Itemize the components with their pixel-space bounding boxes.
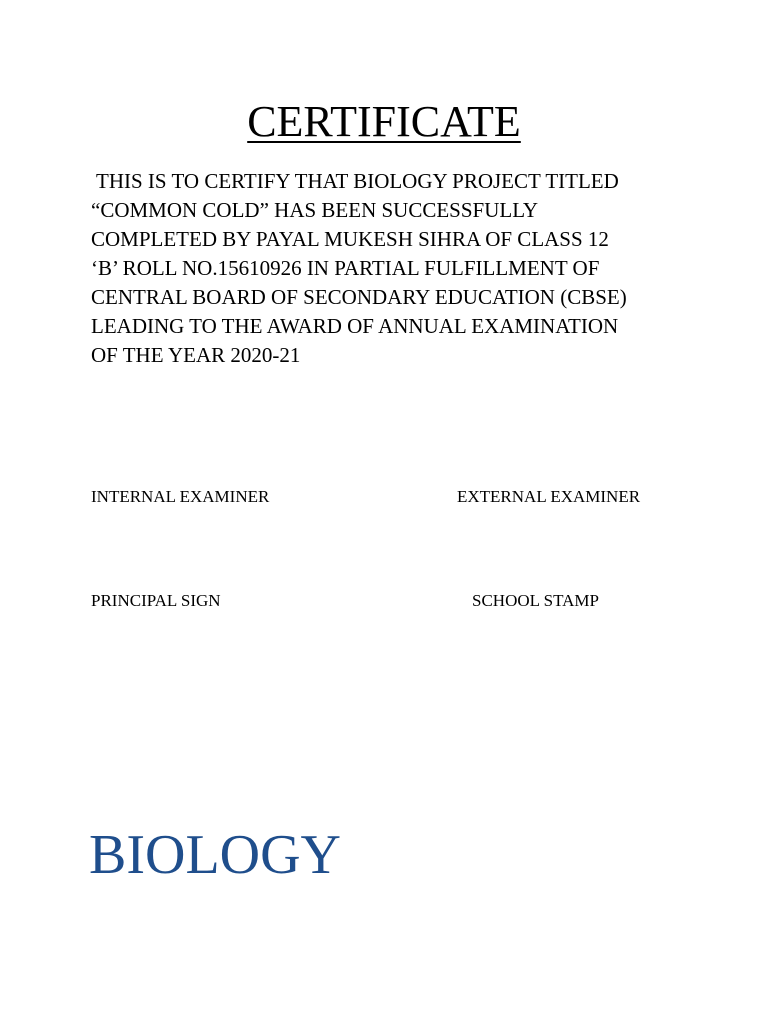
internal-examiner-label: INTERNAL EXAMINER (91, 487, 270, 506)
principal-sign-label: PRINCIPAL SIGN (91, 591, 221, 610)
subject-heading: BIOLOGY (89, 824, 341, 886)
school-stamp-label: SCHOOL STAMP (472, 591, 599, 610)
certificate-title: CERTIFICATE (247, 97, 521, 146)
body-line: CENTRAL BOARD OF SECONDARY EDUCATION (CBSE) (91, 285, 627, 309)
body-line: “COMMON COLD” HAS BEEN SUCCESSFULLY (91, 198, 539, 222)
external-examiner-label: EXTERNAL EXAMINER (457, 487, 641, 506)
body-line: LEADING TO THE AWARD OF ANNUAL EXAMINATION (91, 314, 619, 338)
body-line: OF THE YEAR 2020-21 (91, 343, 301, 367)
body-line: COMPLETED BY PAYAL MUKESH SIHRA OF CLASS 12 (91, 227, 609, 251)
body-line: ‘B’ ROLL NO.15610926 IN PARTIAL FULFILLMENT OF (91, 256, 600, 280)
body-line: THIS IS TO CERTIFY THAT BIOLOGY PROJECT TITLED (96, 169, 619, 193)
certificate-body (91, 167, 691, 370)
